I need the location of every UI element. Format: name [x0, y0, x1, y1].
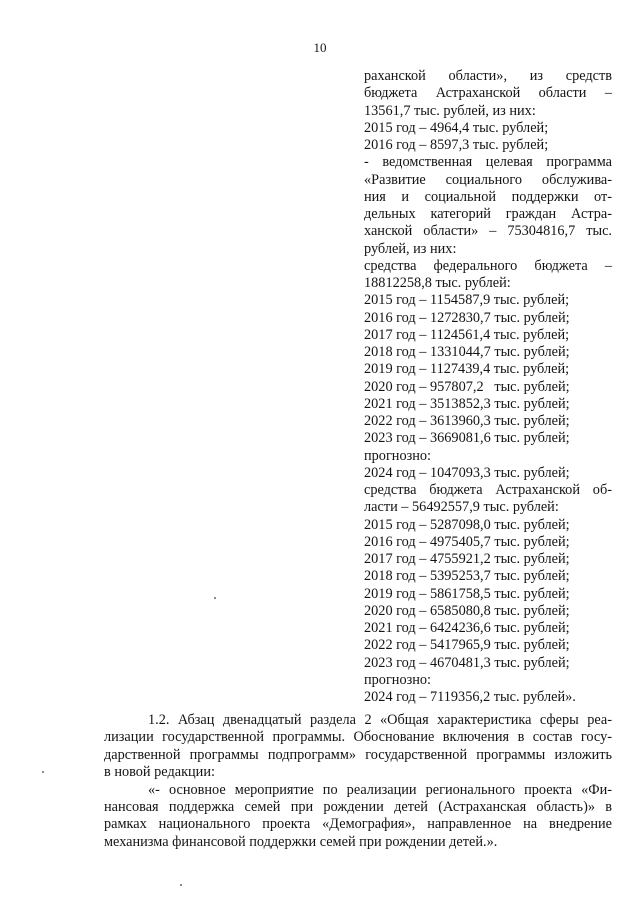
scan-speck [214, 597, 216, 599]
text-line: 2017 год – 1124561,4 тыс. рублей; [364, 326, 570, 343]
text-line: 2018 год – 1331044,7 тыс. рублей; [364, 344, 570, 360]
text-line: 2019 год – 1127439,4 тыс. рублей; [364, 361, 570, 378]
paragraph-line: 1.2. Абзац двенадцатый раздела 2 «Общая характеристика сферы реа- [148, 712, 612, 728]
scan-speck [180, 884, 182, 886]
text-line: 2023 год – 4670481,3 тыс. рублей; [364, 654, 570, 671]
text-line: 2020 год – 957807,2 тыс. рублей; [364, 378, 570, 395]
text-line: 2015 год – 4964,4 тыс. рублей; [364, 119, 549, 136]
text-line: 18812258,8 тыс. рублей: [364, 275, 511, 291]
paragraph-line: рамках национального проекта «Демография», направленное на внедрение [104, 816, 612, 833]
paragraph-line: лизации государственной программы. Обоснование включения в состав госу- [104, 729, 612, 746]
text-line: 2018 год – 5395253,7 тыс. рублей; [364, 568, 570, 585]
text-line: рублей, из них: [364, 240, 457, 257]
text-line: «Развитие социального обслужива- [364, 171, 612, 188]
text-line: ханской области» – 75304816,7 тыс. [364, 223, 612, 240]
text-line: 2019 год – 5861758,5 тыс. рублей; [364, 585, 570, 602]
text-line: 2015 год – 1154587,9 тыс. рублей; [364, 292, 570, 309]
text-line: 2020 год – 6585080,8 тыс. рублей; [364, 602, 570, 619]
text-line: 2024 год – 7119356,2 тыс. рублей». [364, 689, 576, 705]
text-line: ния и социальной поддержки от- [364, 188, 612, 205]
text-line: 2023 год – 3669081,6 тыс. рублей; [364, 430, 570, 447]
text-line: 2024 год – 1047093,3 тыс. рублей; [364, 464, 570, 481]
text-line: 13561,7 тыс. рублей, из них: [364, 102, 536, 119]
paragraph-line: нансовая поддержка семей при рождении детей (Астраханская область)» в [104, 798, 612, 815]
paragraph-line: механизма финансовой поддержки семей при рождении детей.». [104, 833, 498, 850]
text-line: средства федерального бюджета – [364, 257, 612, 274]
paragraph-line: дарственной программы подпрограмм» государственной программы изложить [104, 746, 612, 763]
body-paragraphs [104, 712, 612, 851]
text-line: 2015 год – 5287098,0 тыс. рублей; [364, 516, 570, 533]
paragraph-line: в новой редакции: [104, 764, 215, 781]
text-line: прогнозно: [364, 447, 432, 464]
text-line: 2021 год – 3513852,3 тыс. рублей; [364, 395, 570, 412]
page-number: 10 [313, 40, 327, 55]
text-line: средства бюджета Астраханской об- [364, 482, 612, 498]
right-column-text [364, 68, 612, 706]
scan-speck [42, 771, 44, 773]
text-line: ласти – 56492557,9 тыс. рублей: [364, 499, 559, 516]
text-line: 2016 год – 1272830,7 тыс. рублей; [364, 309, 570, 326]
text-line: прогнозно: [364, 671, 432, 688]
text-line: дельных категорий граждан Астра- [364, 206, 612, 222]
text-line: раханской области», из средств [364, 68, 612, 84]
text-line: 2021 год – 6424236,6 тыс. рублей; [364, 620, 570, 636]
text-line: бюджета Астраханской области – [364, 85, 612, 102]
text-line: 2016 год – 8597,3 тыс. рублей; [364, 137, 549, 153]
text-line: 2016 год – 4975405,7 тыс. рублей; [364, 533, 570, 550]
text-line: 2017 год – 4755921,2 тыс. рублей; [364, 551, 570, 567]
paragraph-line: «- основное мероприятие по реализации регионального проекта «Фи- [148, 781, 612, 798]
text-line: - ведомственная целевая программа [364, 154, 612, 171]
text-line: 2022 год – 3613960,3 тыс. рублей; [364, 413, 570, 429]
text-line: 2022 год – 5417965,9 тыс. рублей; [364, 637, 570, 654]
